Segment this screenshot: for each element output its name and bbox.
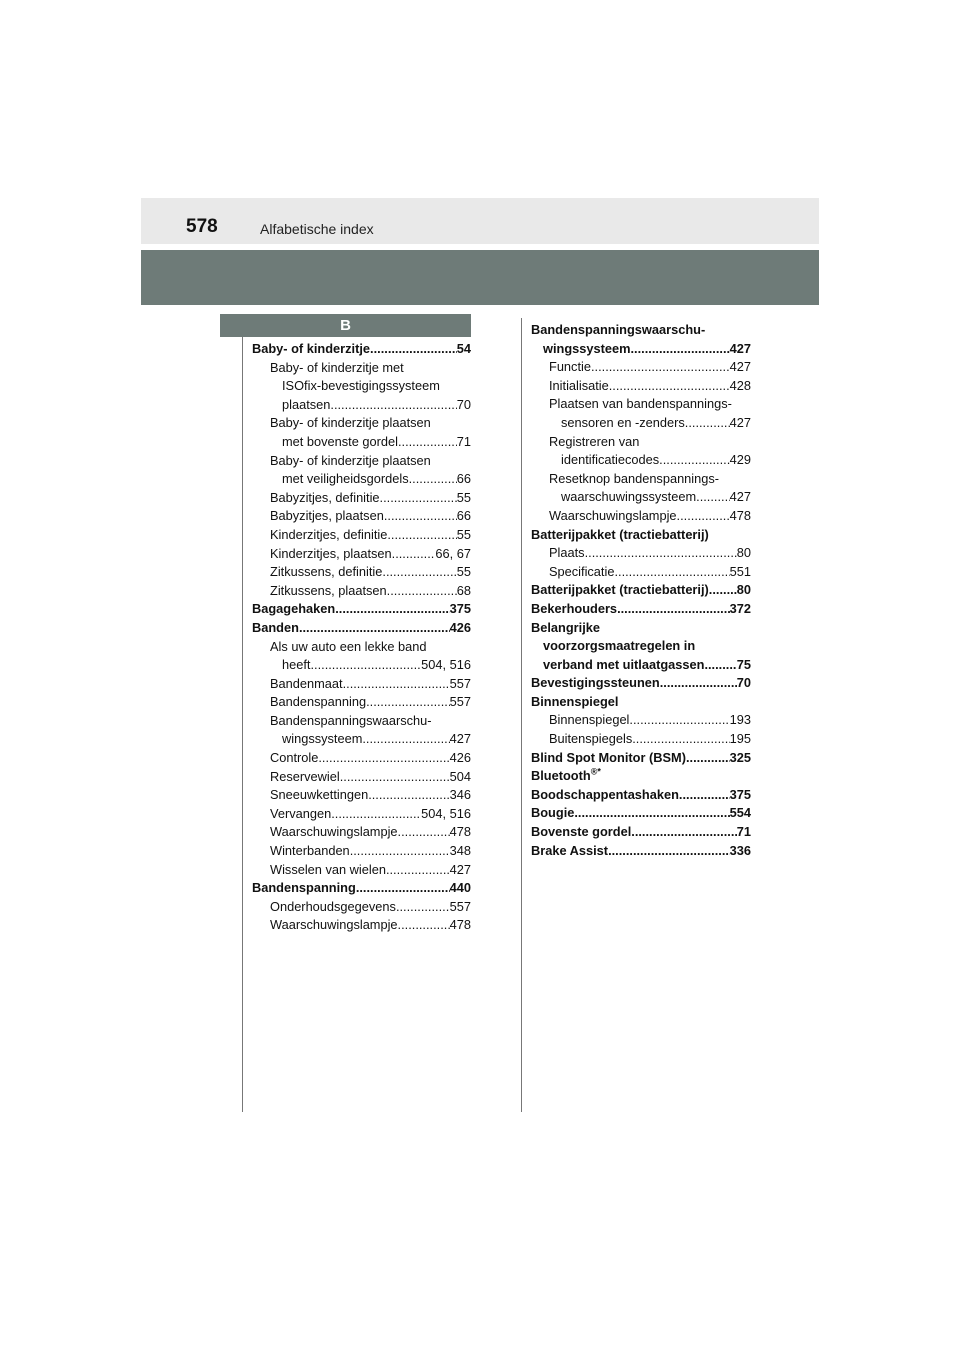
index-entry-line: [252, 879, 471, 898]
index-entry-line: [531, 656, 751, 675]
dot-leader: [370, 340, 457, 359]
index-entry-term: Waarschuwingslampje: [270, 824, 398, 840]
index-entry-page: 195: [729, 731, 751, 747]
index-entry-term: Blind Spot Monitor (BSM): [531, 749, 686, 765]
index-entry-line: [270, 768, 471, 787]
index-entry-page: 68: [456, 582, 471, 598]
index-entry-page: 478: [449, 917, 471, 933]
index-entry-term: Bagagehaken: [252, 601, 336, 617]
index-entry-page: 427: [449, 861, 471, 877]
index-entry-term: Plaats: [549, 545, 585, 561]
index-entry: [252, 861, 471, 880]
index-entry-page: 70: [736, 675, 751, 691]
column-divider-left: [242, 337, 243, 1112]
index-entry: [252, 842, 471, 861]
index-entry-term: wingssysteem: [543, 340, 631, 356]
index-entry: [531, 377, 751, 396]
index-entry-line: [531, 804, 751, 823]
index-entry: [252, 526, 471, 545]
index-entry-term: sensoren en -zenders: [561, 414, 685, 430]
index-entry-term: verband met uitlaatgassen: [543, 656, 705, 672]
dot-leader: [591, 358, 730, 377]
index-entry: [252, 582, 471, 601]
index-entry-line: [549, 358, 751, 377]
index-entry-line: [252, 340, 471, 359]
index-entry-term: Bandenspanning: [270, 694, 367, 710]
dot-leader: [398, 823, 450, 842]
dot-leader: [340, 768, 450, 787]
index-entry-page: 504: [449, 768, 471, 784]
index-entry-term: met veiligheidsgordels: [282, 471, 409, 487]
index-entry-page: 427: [729, 414, 751, 430]
index-entry: [531, 711, 751, 730]
index-entry-page: 336: [729, 842, 751, 858]
index-entry: [531, 730, 751, 749]
dot-leader: [617, 600, 730, 619]
dot-leader: [343, 675, 450, 694]
index-entry-term: Waarschuwingslampje: [270, 917, 398, 933]
page-number: 578: [186, 216, 218, 237]
index-entry-page: 504, 516: [421, 805, 471, 821]
dot-leader: [350, 842, 450, 861]
index-entry-line: [531, 674, 751, 693]
index-entry-term-line: Bandenspanningswaarschu-: [270, 712, 432, 728]
index-entry-page: 375: [729, 786, 751, 802]
index-entry: [252, 507, 471, 526]
index-entry-line: [270, 433, 471, 452]
index-entry-page: 346: [449, 787, 471, 803]
index-entry: [531, 600, 751, 619]
index-entry-term: waarschuwingssysteem: [561, 489, 697, 505]
index-entry-term: met bovenste gordel: [282, 433, 398, 449]
dot-leader: [398, 916, 450, 935]
index-entry: [252, 916, 471, 935]
dot-leader: [392, 545, 436, 564]
index-entry-page: 75: [736, 656, 751, 672]
index-entry-page: 348: [449, 843, 471, 859]
index-entry-line: [270, 730, 471, 749]
index-entry-term-line: Baby- of kinderzitje plaatsen: [270, 452, 431, 468]
index-entry: [252, 452, 471, 489]
index-entry: [252, 638, 471, 675]
index-entry-line: [549, 563, 751, 582]
dot-leader: [609, 377, 730, 396]
dot-leader: [331, 805, 421, 824]
index-entry-line: [270, 656, 471, 675]
index-entry-term-line: Baby- of kinderzitje plaatsen: [270, 415, 431, 431]
index-entry-page: 375: [449, 601, 471, 617]
index-entry-page: 427: [729, 359, 751, 375]
dot-leader: [356, 879, 450, 898]
index-entry-line: [252, 600, 471, 619]
index-entry-line: [270, 823, 471, 842]
index-entry-term: Zitkussens, definitie: [270, 564, 383, 580]
dot-leader: [660, 674, 737, 693]
index-entry-line: [252, 619, 471, 638]
index-entry-line: [270, 916, 471, 935]
index-entry-page: 557: [449, 675, 471, 691]
index-entry-term: Boodschappentashaken: [531, 786, 679, 802]
index-entry-page: 557: [449, 898, 471, 914]
dot-leader: [704, 656, 736, 675]
index-entry-term: Bandenspanning: [252, 880, 356, 896]
index-entry-term: Specificatie: [549, 563, 615, 579]
index-entry-line: [270, 693, 471, 712]
page-title: Alfabetische index: [260, 221, 374, 237]
index-entry: [531, 433, 751, 470]
index-entry: [252, 693, 471, 712]
dot-leader: [679, 786, 730, 805]
index-entry-term-line: Resetknop bandenspannings-: [549, 470, 720, 486]
dot-leader: [629, 711, 729, 730]
index-entry: [531, 842, 751, 861]
dot-leader: [396, 898, 450, 917]
index-entry: [531, 823, 751, 842]
index-entry-line: [549, 377, 751, 396]
index-entry-line: [531, 749, 751, 768]
index-entry-line: [531, 581, 751, 600]
index-entry-line: [531, 600, 751, 619]
index-entry-term: Bekerhouders: [531, 600, 618, 616]
index-entry-page: 71: [456, 433, 471, 449]
index-entry: [531, 507, 751, 526]
index-entry: [252, 823, 471, 842]
index-entry-line: [531, 340, 751, 359]
index-entry-page: 428: [729, 377, 751, 393]
index-entry-line: [270, 563, 471, 582]
index-entry-term-line: Binnenspiegel: [531, 693, 619, 709]
dot-leader: [686, 749, 730, 768]
index-entry: [252, 805, 471, 824]
index-entry: [252, 489, 471, 508]
index-entry-term: Baby- of kinderzitje: [252, 341, 371, 356]
index-entry-term: Binnenspiegel: [549, 712, 630, 728]
index-entry-term: Babyzitjes, plaatsen: [270, 508, 384, 524]
index-entry-page: 557: [449, 694, 471, 710]
index-entry-term: wingssysteem: [282, 731, 363, 747]
index-entry-page: 551: [729, 563, 751, 579]
index-entry: [252, 414, 471, 451]
dot-leader: [608, 842, 730, 861]
index-entry-term: Initialisatie: [549, 377, 609, 393]
index-entry-term: Vervangen: [270, 805, 332, 821]
dot-leader: [368, 786, 449, 805]
index-entry-page: 66, 67: [435, 545, 471, 561]
index-entry: [531, 581, 751, 600]
index-entry-term: Functie: [549, 359, 591, 375]
index-entry-term-line: Registreren van: [549, 433, 640, 449]
index-entry: [252, 675, 471, 694]
dot-leader: [387, 582, 457, 601]
index-entry-term-line: voorzorgsmaatregelen in: [543, 638, 696, 654]
dot-leader: [685, 414, 730, 433]
index-entry-term: Winterbanden: [270, 843, 350, 859]
index-entry-term: Reservewiel: [270, 768, 340, 784]
index-entry-term: Kinderzitjes, definitie: [270, 526, 388, 542]
index-entry-page: 80: [736, 582, 751, 598]
index-entry-line: [270, 470, 471, 489]
index-entry-line: [270, 842, 471, 861]
dot-leader: [318, 749, 449, 768]
index-entry-page: 193: [729, 712, 751, 728]
page-header-bar: [141, 198, 819, 244]
dot-leader: [709, 581, 737, 600]
index-entry-term: Kinderzitjes, plaatsen: [270, 545, 392, 561]
index-entry-line: [549, 730, 751, 749]
dot-leader: [631, 340, 730, 359]
column-divider-right: [521, 318, 522, 1112]
index-entry: [252, 340, 471, 359]
index-entry: [252, 768, 471, 787]
index-entry-term-line: ISOfix-bevestigingssysteem: [282, 378, 440, 394]
index-entry: [252, 712, 471, 749]
index-entry-page: 427: [729, 489, 751, 505]
dot-leader: [380, 489, 457, 508]
index-entry-term: Onderhoudsgegevens: [270, 898, 396, 914]
dot-leader: [677, 507, 730, 526]
index-entry-line: [270, 489, 471, 508]
index-entry-page: 426: [449, 750, 471, 766]
index-entry: [531, 321, 751, 358]
index-entry-line: [270, 545, 471, 564]
index-entry-line: [549, 544, 751, 563]
index-entry-page: 71: [736, 824, 751, 840]
index-entry-term-line: Plaatsen van bandenspannings-: [549, 396, 732, 412]
dot-leader: [659, 451, 729, 470]
registered-mark: ®*: [590, 766, 601, 777]
index-entry: [531, 767, 751, 786]
dot-leader: [574, 804, 729, 823]
dot-leader: [409, 470, 457, 489]
dot-leader: [299, 619, 450, 638]
index-entry-line: [270, 749, 471, 768]
index-entry-page: 429: [729, 452, 751, 468]
index-entry-term: plaatsen: [282, 396, 331, 412]
index-entry-term-line: Baby- of kinderzitje met: [270, 359, 404, 375]
dot-leader: [310, 656, 421, 675]
header-band: [141, 250, 819, 305]
index-entry-term: Bandenmaat: [270, 675, 343, 691]
index-entry-term: Sneeuwkettingen: [270, 787, 369, 803]
index-entry: [531, 693, 751, 712]
index-entry: [252, 749, 471, 768]
index-entry-term: Brake Assist: [531, 842, 609, 858]
index-entry: [252, 786, 471, 805]
index-entry-term: Wisselen van wielen: [270, 861, 386, 877]
index-entry-term-line: Als uw auto een lekke band: [270, 638, 427, 654]
index-entry: [531, 804, 751, 823]
index-entry-line: [531, 842, 751, 861]
index-entry-page: 55: [456, 564, 471, 580]
index-entry-page: 554: [729, 805, 751, 821]
index-entry-term: Bevestigingssteunen: [531, 675, 660, 691]
index-entry: [252, 879, 471, 898]
index-entry-line: [549, 414, 751, 433]
dot-leader: [696, 488, 730, 507]
index-entry-line: [270, 396, 471, 415]
index-entry: [252, 545, 471, 564]
index-entry: [252, 563, 471, 582]
index-entry-page: 66: [456, 471, 471, 487]
dot-leader: [632, 730, 729, 749]
dot-leader: [585, 544, 737, 563]
index-entry-term: Batterijpakket (tractiebatterij): [531, 582, 709, 598]
index-entry-line: [270, 805, 471, 824]
dot-leader: [387, 526, 456, 545]
index-entry-term: identificatiecodes: [561, 452, 660, 468]
index-entry-page: 55: [456, 489, 471, 505]
index-entry-term: Waarschuwingslampje: [549, 507, 677, 523]
index-entry-page: 478: [729, 507, 751, 523]
index-entry-line: [531, 786, 751, 805]
index-entry-line: [270, 582, 471, 601]
index-entry-term: Zitkussens, plaatsen: [270, 582, 387, 598]
dot-leader: [382, 563, 456, 582]
dot-leader: [335, 600, 449, 619]
index-entry: [531, 358, 751, 377]
dot-leader: [366, 693, 450, 712]
dot-leader: [330, 396, 456, 415]
index-entry-term-line: Bandenspanningswaarschu-: [531, 322, 706, 337]
index-entry-page: 427: [729, 340, 751, 356]
dot-leader: [614, 563, 729, 582]
index-entry-term: [531, 767, 751, 786]
index-entry-page: 426: [449, 619, 471, 635]
index-entry-term-line: Belangrijke: [531, 619, 600, 635]
index-entry: [531, 786, 751, 805]
dot-leader: [386, 861, 450, 880]
index-entry-line: [531, 823, 751, 842]
index-entry: [531, 749, 751, 768]
index-entry-line: [549, 711, 751, 730]
index-entry-line: [270, 861, 471, 880]
index-entry-term-text: Bluetooth: [531, 768, 591, 784]
index-entry-term: Buitenspiegels: [549, 731, 633, 747]
index-entry-line: [270, 526, 471, 545]
index-entry: [252, 619, 471, 638]
index-entry-line: [270, 507, 471, 526]
index-entry-page: 66: [456, 508, 471, 524]
index-entry-line: [270, 675, 471, 694]
index-entry-term: Bovenste gordel: [531, 824, 632, 840]
index-entry: [252, 600, 471, 619]
index-entry-term: Banden: [252, 619, 299, 635]
index-entry-page: 372: [729, 600, 751, 616]
index-entry-term: Bougie: [531, 805, 575, 821]
index-entry-term: Babyzitjes, definitie: [270, 489, 380, 505]
index-entry: [531, 526, 751, 545]
index-entry: [252, 898, 471, 917]
index-entry-term-line: Batterijpakket (tractiebatterij): [531, 526, 709, 542]
index-entry: [531, 563, 751, 582]
index-entry-line: [270, 786, 471, 805]
index-entry-page: 80: [736, 545, 751, 561]
index-entry-page: 478: [449, 824, 471, 840]
index-entry-line: [270, 898, 471, 917]
index-column-left: [252, 340, 471, 935]
index-entry-term: Controle: [270, 750, 319, 766]
dot-leader: [398, 433, 457, 452]
dot-leader: [631, 823, 737, 842]
dot-leader: [384, 507, 457, 526]
index-entry: [531, 470, 751, 507]
index-column-right: [531, 321, 751, 860]
index-entry-line: [549, 488, 751, 507]
index-entry: [531, 544, 751, 563]
index-entry-page: 325: [729, 749, 751, 765]
index-entry-page: 427: [449, 731, 471, 747]
section-letter: B: [220, 314, 471, 337]
index-entry-page: 55: [456, 526, 471, 542]
index-entry: [531, 674, 751, 693]
index-entry: [252, 359, 471, 415]
index-entry-line: [549, 507, 751, 526]
index-entry: [531, 395, 751, 432]
dot-leader: [362, 730, 449, 749]
index-entry: [531, 619, 751, 675]
index-entry-page: 54: [456, 341, 471, 356]
index-entry-term: heeft: [282, 657, 311, 673]
index-entry-page: 440: [449, 880, 471, 896]
index-entry-line: [549, 451, 751, 470]
index-entry-page: 504, 516: [421, 657, 471, 673]
index-entry-page: 70: [456, 396, 471, 412]
